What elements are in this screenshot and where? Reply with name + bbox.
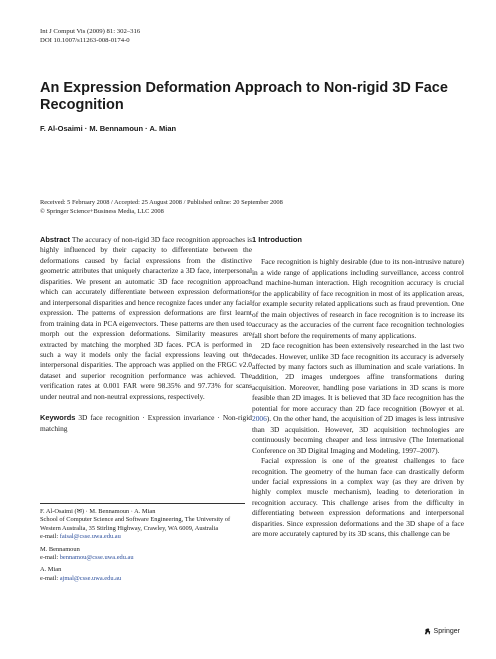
intro-paragraph-1: Face recognition is highly desirable (due to its non-intrusive nature) in a wide range of applications including surveillance, access control and machine-human interaction. High recognition accuracy is crucial for the applicability of face recognition in most of its application areas, for example security related applications such as fraud prevention. One of the main objectives of research in face recognition is to increase its accuracy as the accuracies of the current face recognition technologies fall short before the requirements of many applications. <box>252 257 464 340</box>
paper-title: An Expression Deformation Approach to Non-rigid 3D Face Recognition <box>40 80 448 113</box>
left-column <box>40 235 252 434</box>
publisher-name: Springer <box>433 628 460 635</box>
right-column <box>252 235 464 540</box>
citation-link[interactable]: 2006 <box>252 414 267 424</box>
copyright-line: © Springer Science+Business Media, LLC 2008 <box>40 207 164 215</box>
email-link-3[interactable]: ajmal@csse.uwa.edu.au <box>59 574 122 582</box>
section-heading-introduction: 1 Introduction <box>252 235 302 244</box>
intro-paragraph-3: Facial expression is one of the greatest challenges to face recognition. The geometry of the human face can drastically deform under facial expressions in a complex way (as they are driven by highly complex muscle mechanism), leading to deterioration in recognition accuracy. This challenge arises from the difficulty in differentiating between expression deformations and interpersonal disparities. Since expression deformations and the 3D shape of a face are more accurately captured by its 3D scans, this challenge can be <box>252 456 464 539</box>
publisher-mark <box>423 627 460 636</box>
affil-email-1: e-mail: faisal@csse.uwa.edu.au <box>40 533 121 541</box>
abstract <box>40 235 252 402</box>
keywords <box>40 413 252 434</box>
dates-line: Received: 5 February 2008 / Accepted: 25 August 2008 / Published online: 20 September 2008 <box>40 199 283 206</box>
email-link-2[interactable]: bennamou@csse.uwa.edu.au <box>59 554 134 562</box>
affil-address: School of Computer Science and Software Engineering, The University of Western Australia, 35 Stirling Highway, Crawley, WA 6009, Australia <box>40 516 231 532</box>
keywords-label: Keywords <box>40 413 76 423</box>
abstract-label: Abstract <box>40 235 70 244</box>
author-list: F. Al-Osaimi · M. Bennamoun · A. Mian <box>40 124 177 133</box>
email-link-1[interactable]: faisal@csse.uwa.edu.au <box>59 533 121 541</box>
affil-authors: F. Al-Osaimi (✉) · M. Bennamoun · A. Mian <box>40 508 156 515</box>
affiliation-footnote <box>40 503 245 583</box>
affil-email-3: e-mail: ajmal@csse.uwa.edu.au <box>40 574 122 582</box>
keywords-text: 3D face recognition · Expression invariance · Non-rigid matching <box>40 413 252 433</box>
doi: DOI 10.1007/s11263-008-0174-0 <box>40 37 130 44</box>
affil-name-2: M. Bennamoun <box>40 545 80 553</box>
journal-citation: Int J Comput Vis (2009) 81: 302–316 <box>40 28 141 35</box>
affil-email-2: e-mail: bennamou@csse.uwa.edu.au <box>40 554 134 562</box>
intro-paragraph-2: 2D face recognition has been extensively researched in the last two decades. However, unlike 3D face recognition its accuracy is adversely affected by many factors such as illumination and scale variations. In addition, 2D images undergoes affine transformations during acquisition. Moreover, handling pose variations in 3D scans is more feasible than 2D images. It is believed that 3D face recognition has the potential for more accuracy than 2D face recognition (Bowyer et al. 2006). On the other hand, the acquisition of 2D images is less intrusive than 3D acquisition. However, 3D acquisition technologies are continuously becoming cheaper and less intrusive (The International Conference on 3D Digital Imaging and Modeling, 1997–2007). <box>252 341 464 455</box>
journal-header <box>40 27 140 45</box>
affil-name-3: A. Mian <box>40 566 62 574</box>
publication-dates <box>40 199 460 216</box>
springer-horse-icon <box>423 627 432 636</box>
abstract-text: The accuracy of non-rigid 3D face recognition approaches is highly influenced by their capacity to differentiate between the deformations caused by facial expressions from the distinctive geometric attributes that uniquely characterize a 3D face, interpersonal disparities. We present an automatic 3D face recognition approach which can accurately differentiate between expression deformations and interpersonal disparities and hence recognize faces under any facial expression. The patterns of expression deformations are first learnt from training data in PCA eigenvectors. These patterns are then used to morph out the expression deformations. Similarity measures are extracted by matching the morphed 3D faces. PCA is performed in such a way it models only the facial expressions leaving out the interpersonal disparities. The approach was applied on the FRGC v2.0 dataset and superior recognition performance was achieved. The verification rates at 0.001 FAR were 98.35% and 97.73% for scans under neutral and non-neutral expressions, respectively. <box>40 235 252 401</box>
